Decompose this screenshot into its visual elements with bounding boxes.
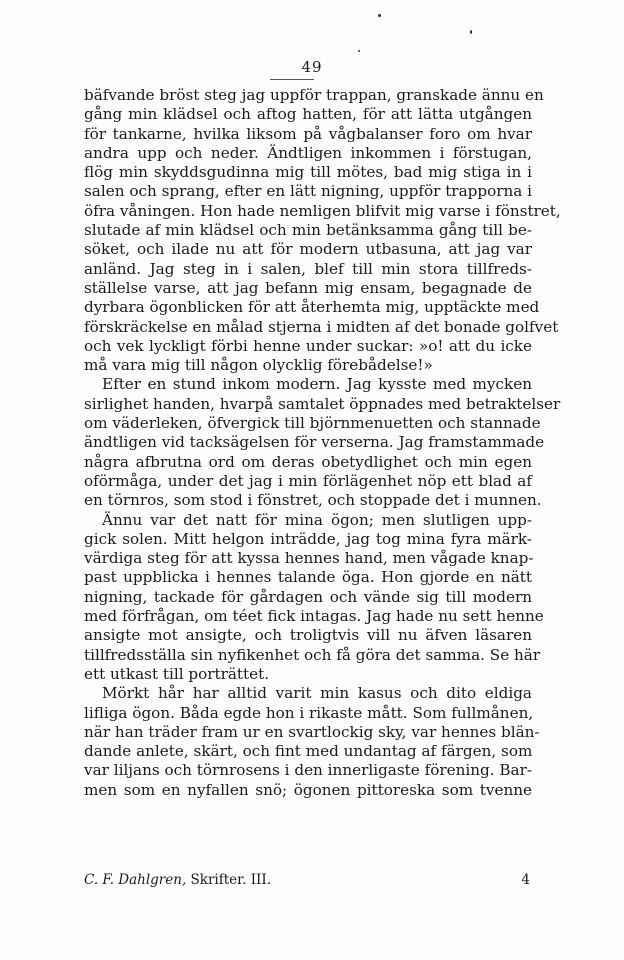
work-title: Skrifter. III. [190,872,271,888]
text-line: past uppblicka i hennes talande öga. Hon gjorde en nätt [84,568,532,587]
text-line: bäfvande bröst steg jag uppför trappan, granskade ännu en [84,86,544,104]
text-line: Ännu var det natt för mina ögon; men slutligen upp- [102,510,532,529]
print-speck [358,50,360,52]
text-line: sirlighet handen, hvarpå samtalet öppnades med betraktelser [84,394,561,413]
text-line: anländ. Jag steg in i salen, blef till min stora tillfreds- [84,259,532,278]
text-line: och vek lyckligt förbi henne under suckar: »o! att du icke [84,336,532,355]
text-line: salen och sprang, efter en lätt nigning, uppför trapporna i [84,182,532,201]
text-line: söket, och ilade nu att för modern utbasuna, att jag var [84,240,532,259]
text-line: men som en nyfallen snö; ögonen pittoreska som tvenne [84,780,532,799]
text-line: om väderleken, öfvergick till björnmenuetten och stannade [84,414,541,433]
text-line: dande anlete, skärt, och fint med undantag af färgen, som [84,742,533,761]
text-line: värdiga steg för att kyssa hennes hand, men vågade knap- [84,549,534,568]
text-line: ställelse varse, att jag befann mig ensam, begagnade de [84,278,532,297]
signature-mark: 4 [521,872,530,888]
text-line: oförmåga, under det jag i min förlägenhet nöp ett blad af [84,471,532,490]
text-line: när han träder fram ur en svartlockig sky, var hennes blän- [84,722,540,741]
text-line: ändtligen vid tacksägelsen för verserna. Jag framstammade [84,433,545,452]
text-line: Efter en stund inkom modern. Jag kysste med mycken [102,375,532,394]
text-line: för tankarne, hvilka liksom på vågbalanser foro om hvar [84,124,532,143]
print-speck [378,14,381,17]
text-line: ett utkast till porträttet. [84,664,270,683]
text-line: slutade af min klädsel och min betänksamma gång till be- [84,221,532,240]
print-speck [470,30,472,34]
footer-signature-line [84,872,271,888]
text-line: flög min skyddsgudinna mig till mötes, bad mig stiga in i [84,163,532,182]
body-text [84,86,561,800]
page-number: 49 [301,58,323,76]
text-line: lifliga ögon. Båda egde hon i rikaste mått. Som fullmånen, [84,703,534,722]
text-line: några afbrutna ord om deras obetydlighet och min egen [84,452,532,471]
text-line: må vara mig till någon olycklig förebådelse!» [84,356,433,375]
text-line: gång min klädsel och aftog hatten, för att lätta utgången [84,105,532,124]
text-line: med förfrågan, om téet fick intagas. Jag hade nu sett henne [84,607,544,626]
text-line: dyrbara ögonblicken för att återhemta mig, upptäckte med [84,298,540,317]
text-line: ansigte mot ansigte, och troligtvis vill nu äfven läsaren [84,626,532,645]
text-line: nigning, tackade för gårdagen och vände sig till modern [84,587,532,606]
text-line: förskräckelse en målad stjerna i midten af det bonade golfvet [84,317,559,336]
text-line: var liljans och törnrosens i den innerligaste förening. Bar- [84,761,532,780]
page-number-rule [270,79,314,80]
text-line: en törnros, som stod i fönstret, och stoppade det i munnen. [84,491,542,510]
text-line: gick solen. Mitt helgon inträdde, jag tog mina fyra märk- [84,529,532,548]
text-line: öfra våningen. Hon hade nemligen blifvit mig varse i fönstret, [84,201,561,220]
text-line: andra upp och neder. Ändtligen inkommen i förstugan, [84,143,532,162]
author-signature: C. F. Dahlgren, [84,872,187,888]
text-line: Mörkt hår har alltid varit min kasus och dito eldiga [102,684,532,703]
text-line: tillfredsställa sin nyfikenhet och få göra det samma. Se här [84,645,541,664]
